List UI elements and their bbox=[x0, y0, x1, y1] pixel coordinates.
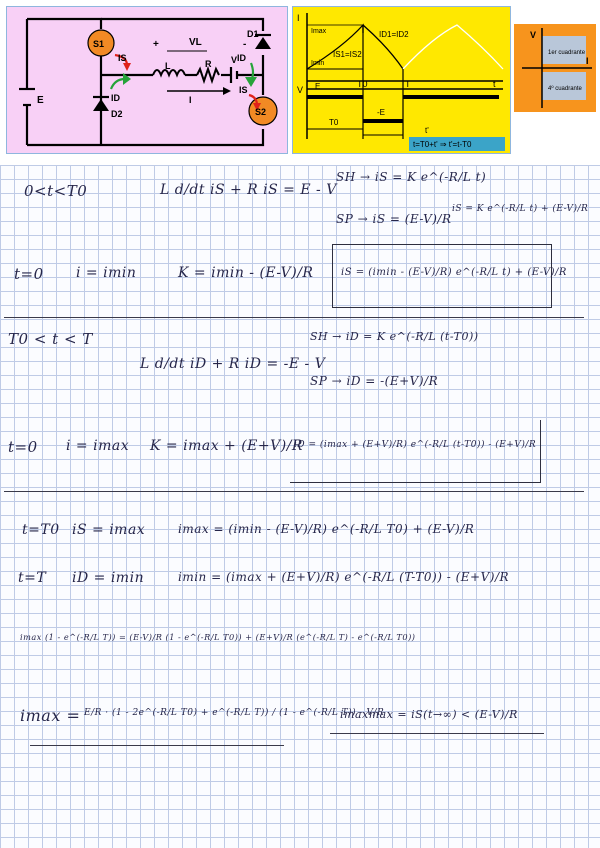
i-label: I bbox=[189, 95, 192, 105]
underline-imax bbox=[30, 745, 284, 746]
v-label: V bbox=[231, 55, 238, 65]
ode-interval-2: L d/dt iD + R iD = -E - V bbox=[140, 356, 326, 372]
constant-k-2: K = imax + (E+V)/R bbox=[150, 438, 303, 454]
id-label-right: ID bbox=[237, 53, 246, 63]
plus-sign: + bbox=[153, 39, 159, 50]
particular-solution-1: SP → iS = (E-V)/R bbox=[336, 212, 452, 226]
imax-expression: E/R · (1 - 2e^(-R/L T0) + e^(-R/L T)) / (1 - e^(-R/L T)) - V/R bbox=[84, 708, 385, 718]
vl-label: VL bbox=[189, 37, 202, 48]
s2-label: S2 bbox=[255, 107, 267, 117]
waveform-diagram bbox=[292, 6, 511, 154]
v-axis-label: V bbox=[297, 85, 304, 95]
id-label-left: ID bbox=[111, 93, 120, 103]
id1-id2-label: ID1=ID2 bbox=[379, 30, 409, 39]
e-level-label: E bbox=[315, 82, 321, 91]
boxed-solution-is bbox=[332, 244, 567, 308]
ic-value-2: i = imax bbox=[66, 438, 130, 454]
t-period-label: T bbox=[405, 79, 411, 89]
quadrant-diagram bbox=[514, 24, 596, 112]
circuit-diagram bbox=[6, 6, 288, 154]
t0-bottom-label: T0 bbox=[329, 118, 339, 127]
separator-1 bbox=[4, 317, 584, 318]
ic-time-1: t=0 bbox=[14, 265, 44, 283]
boxed-solution-id bbox=[290, 420, 541, 483]
minus-sign: - bbox=[243, 39, 247, 50]
homogeneous-solution-1: SH → iS = K e^(-R/L t) bbox=[336, 170, 487, 184]
imin-label: Imin bbox=[311, 60, 325, 67]
t-axis-label: t bbox=[493, 79, 496, 89]
condition-t-value: iD = imin bbox=[72, 570, 145, 586]
is1-is2-label: IS1=IS2 bbox=[333, 50, 362, 59]
equation-imin: imin = (imax + (E+V)/R) e^(-R/L (T-T0)) - (E+V)/R bbox=[178, 570, 510, 584]
condition-t0-value: iS = imax bbox=[72, 522, 146, 538]
inductor-label: L bbox=[165, 61, 171, 71]
first-quadrant-label: 1er cuadrante bbox=[548, 50, 586, 56]
operating-quadrants bbox=[514, 24, 596, 112]
underline-limit bbox=[330, 733, 544, 734]
source-e-label: E bbox=[37, 95, 44, 106]
ic-value-1: i = imin bbox=[76, 265, 137, 281]
interval-1: 0<t<T0 bbox=[24, 182, 88, 200]
constant-k-1: K = imin - (E-V)/R bbox=[178, 265, 314, 281]
d2-label: D2 bbox=[111, 109, 123, 119]
minus-e-label: -E bbox=[377, 108, 385, 117]
condition-t0: t=T0 bbox=[22, 522, 60, 538]
fourth-quadrant-label: 4º cuadrante bbox=[548, 86, 582, 92]
general-solution-1: iS = K e^(-R/L t) + (E-V)/R bbox=[452, 204, 589, 214]
ic-time-2: t=0 bbox=[8, 438, 38, 456]
t0-label: T0 bbox=[357, 79, 368, 89]
solution-id: iD = (imax + (E+V)/R) e^(-R/L (t-T0)) - (E+V)/R bbox=[294, 440, 537, 450]
current-voltage-waveforms bbox=[293, 7, 512, 155]
imax-label: Imax bbox=[311, 28, 327, 35]
imax-limit: imaxmax = iS(t→∞) < (E-V)/R bbox=[340, 708, 518, 721]
t-prime-label: t' bbox=[425, 126, 429, 135]
chopper-circuit bbox=[7, 7, 289, 155]
resistor-label: R bbox=[205, 59, 212, 69]
particular-solution-2: SP → iD = -(E+V)/R bbox=[310, 374, 439, 388]
i-axis-label: I bbox=[297, 13, 300, 23]
s1-label: S1 bbox=[93, 39, 105, 49]
condition-t: t=T bbox=[18, 570, 47, 586]
quad-i-label: I bbox=[586, 56, 589, 66]
is-label-top: IS bbox=[118, 53, 127, 63]
equation-imax: imax = (imin - (E-V)/R) e^(-R/L T0) + (E-V)/R bbox=[178, 522, 475, 536]
separator-2 bbox=[4, 491, 584, 492]
homogeneous-solution-2: SH → iD = K e^(-R/L (t-T0)) bbox=[310, 330, 479, 343]
time-shift-formula: t=T0+t' ⇒ t'=t-T0 bbox=[413, 140, 472, 149]
imax-lhs: imax = bbox=[20, 706, 81, 725]
ode-interval-1: L d/dt iS + R iS = E - V bbox=[160, 182, 337, 198]
quad-v-label: V bbox=[530, 30, 537, 40]
solution-is: iS = (imin - (E-V)/R) e^(-R/L t) + (E-V)/R bbox=[341, 267, 567, 278]
d1-label: D1 bbox=[247, 29, 259, 39]
is-label-right: IS bbox=[239, 85, 248, 95]
combined-equation: imax (1 - e^(-R/L T)) = (E-V)/R (1 - e^(-R/L T0)) + (E+V)/R (e^(-R/L T) - e^(-R/L T0)) bbox=[20, 632, 416, 642]
interval-2: T0 < t < T bbox=[8, 330, 93, 348]
